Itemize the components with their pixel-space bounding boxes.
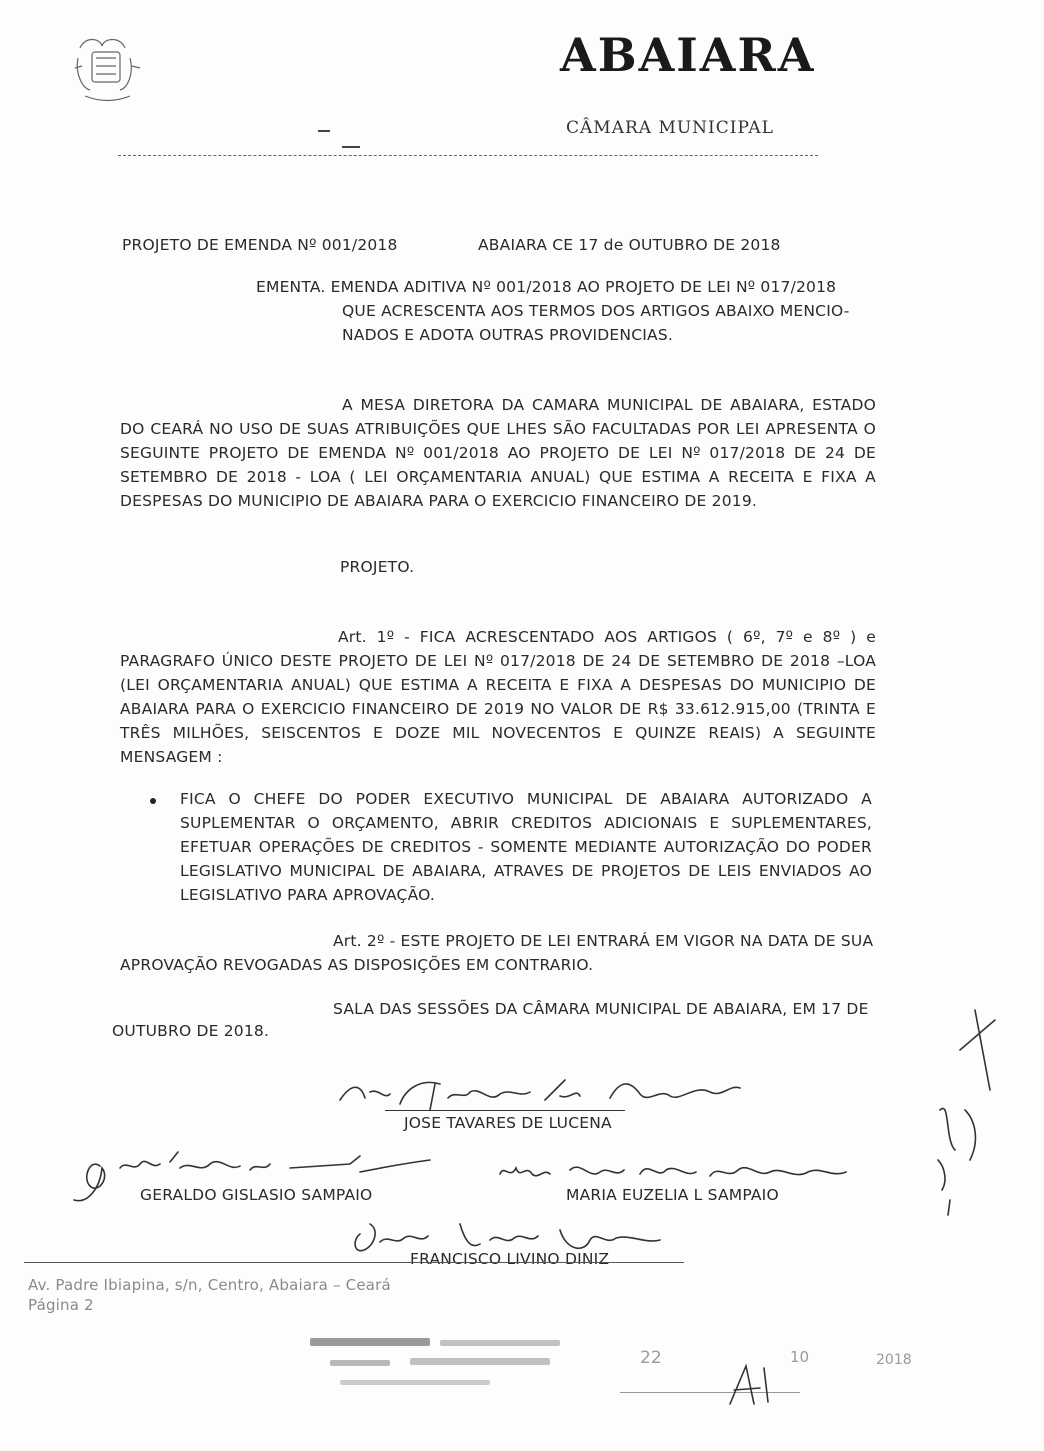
- signatory-name: JOSE TAVARES DE LUCENA: [404, 1114, 612, 1132]
- ementa-line: EMENTA. EMENDA ADITIVA Nº 001/2018 AO PROJETO DE LEI Nº 017/2018: [256, 278, 837, 296]
- ementa-line: NADOS E ADOTA OUTRAS PROVIDENCIAS.: [342, 326, 673, 344]
- footer-divider: [24, 1262, 684, 1263]
- art1-line: ABAIARA PARA O EXERCICIO FINANCEIRO DE 2019 NO VALOR DE R$ 33.612.915,00 (TRINTA E: [120, 700, 876, 718]
- art2-line: APROVAÇÃO REVOGADAS AS DISPOSIÇÕES EM CONTRARIO.: [120, 956, 594, 974]
- footer-page-number: Página 2: [28, 1296, 94, 1314]
- intro-line: DESPESAS DO MUNICIPIO DE ABAIARA PARA O EXERCICIO FINANCEIRO DE 2019.: [120, 492, 758, 510]
- brand-logo-text: ABAIARA: [560, 28, 816, 82]
- art1-line: TRÊS MILHÕES, SEISCENTOS E DOZE MIL NOVECENTOS E QUINZE REAIS) A SEGUINTE: [120, 724, 876, 742]
- receipt-initials: [720, 1360, 780, 1410]
- bullet-line: LEGISLATIVO MUNICIPAL DE ABAIARA, ATRAVES DE PROJETOS DE LEIS ENVIADOS AO: [180, 862, 872, 880]
- place-date: ABAIARA CE 17 de OUTUBRO DE 2018: [478, 236, 781, 254]
- art1-line: MENSAGEM :: [120, 748, 223, 766]
- coat-of-arms-icon: [70, 28, 150, 108]
- receipt-day: 22: [640, 1348, 662, 1368]
- projeto-label: PROJETO.: [340, 558, 415, 576]
- bullet-line: LEGISLATIVO PARA APROVAÇÃO.: [180, 886, 436, 904]
- signatory-name: MARIA EUZELIA L SAMPAIO: [566, 1186, 779, 1204]
- receipt-year: 2018: [876, 1352, 912, 1368]
- letterhead-subtitle: CÂMARA MUNICIPAL: [566, 118, 774, 138]
- footer-address: Av. Padre Ibiapina, s/n, Centro, Abaiara – Ceará: [28, 1276, 391, 1294]
- signatory-name: FRANCISCO LIVINO DINIZ: [410, 1250, 610, 1268]
- art1-line: (LEI ORÇAMENTARIA ANUAL) QUE ESTIMA A RECEITA E FIXA A DESPESAS DO MUNICIPIO DE: [120, 676, 876, 694]
- closing-line: SALA DAS SESSÕES DA CÂMARA MUNICIPAL DE ABAIARA, EM 17 DE: [333, 1000, 869, 1018]
- art1-line: PARAGRAFO ÚNICO DESTE PROJETO DE LEI Nº 017/2018 DE 24 DE SETEMBRO DE 2018 –LOA: [120, 652, 876, 670]
- bullet-line: FICA O CHEFE DO PODER EXECUTIVO MUNICIPAL DE ABAIARA AUTORIZADO A: [180, 790, 872, 808]
- margin-handwritten-note: [920, 990, 1000, 1230]
- letterhead-divider: [118, 155, 818, 156]
- intro-line: SEGUINTE PROJETO DE EMENDA Nº 001/2018 AO PROJETO DE LEI Nº 017/2018 DE 24 DE: [120, 444, 876, 462]
- decorative-dash: [342, 146, 360, 148]
- signature-maria-euzelia: [490, 1150, 870, 1190]
- closing-line: OUTUBRO DE 2018.: [112, 1022, 270, 1040]
- project-number: PROJETO DE EMENDA Nº 001/2018: [122, 236, 398, 254]
- art1-line: Art. 1º - FICA ACRESCENTADO AOS ARTIGOS ( 6º, 7º e 8º ) e: [338, 628, 876, 646]
- bullet-line: EFETUAR OPERAÇÕES DE CREDITOS - SOMENTE MEDIANTE AUTORIZAÇÃO DO PODER: [180, 838, 872, 856]
- intro-line: DO CEARÁ NO USO DE SUAS ATRIBUIÇÕES QUE LHES SÃO FACULTADAS POR LEI APRESENTA O: [120, 420, 876, 438]
- signature-line: [385, 1110, 625, 1111]
- intro-line: A MESA DIRETORA DA CAMARA MUNICIPAL DE ABAIARA, ESTADO: [342, 396, 876, 414]
- receipt-month: 10: [790, 1348, 810, 1366]
- signatory-name: GERALDO GISLASIO SAMPAIO: [140, 1186, 373, 1204]
- signature-jose-tavares: [330, 1070, 750, 1120]
- bullet-point: [150, 798, 156, 804]
- bullet-line: SUPLEMENTAR O ORÇAMENTO, ABRIR CREDITOS ADICIONAIS E SUPLEMENTARES,: [180, 814, 872, 832]
- ementa-line: QUE ACRESCENTA AOS TERMOS DOS ARTIGOS ABAIXO MENCIO-: [342, 302, 850, 320]
- art2-line: Art. 2º - ESTE PROJETO DE LEI ENTRARÁ EM VIGOR NA DATA DE SUA: [333, 932, 874, 950]
- faded-stamp-image: [300, 1328, 580, 1398]
- decorative-dash: [318, 130, 330, 132]
- intro-line: SETEMBRO DE 2018 - LOA ( LEI ORÇAMENTARIA ANUAL) QUE ESTIMA A RECEITA E FIXA A: [120, 468, 876, 486]
